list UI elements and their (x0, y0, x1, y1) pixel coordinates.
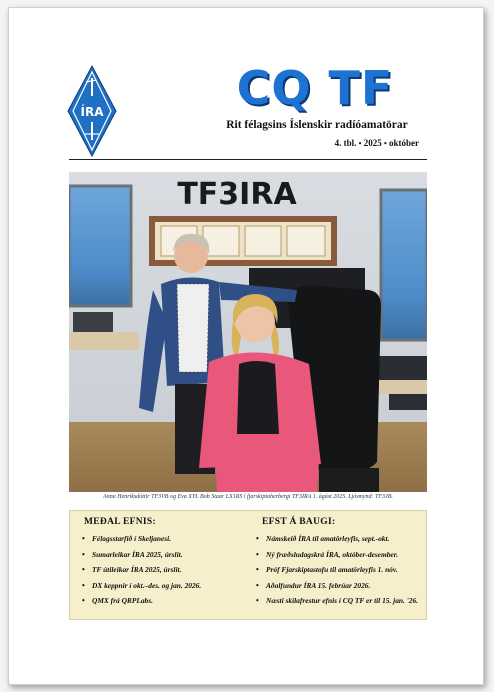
in-this-issue-column (80, 517, 230, 609)
magazine-title: CQ TF (236, 61, 394, 115)
issue-separator: • (383, 139, 387, 148)
logo-letters: ÍRA (80, 105, 104, 119)
list-item: • Ný fræðsludagskrá ÍRA, október-desember. (254, 547, 426, 563)
magazine-subtitle: Rit félagsins Íslenskir radíóamatörar (226, 119, 408, 131)
list-item: • DX keppnir í okt.–des. og jan. 2026. (80, 578, 230, 594)
issue-info (309, 138, 419, 148)
list-item: • Félagsstarfið í Skeljanesi. (80, 531, 230, 547)
in-this-issue-heading: MEÐAL EFNIS: (84, 517, 156, 527)
list-item: • Próf Fjarskiptastofu til amatörleyfis 1. nóv. (254, 562, 426, 578)
issue-number: 4. tbl. (334, 138, 357, 148)
list-item: • Námskeið ÍRA til amatörleyfis, sept.-okt. (254, 531, 426, 547)
list-item: • QMX frá QRPLabs. (80, 593, 230, 609)
list-item: • Sumarleikar ÍRA 2025, úrslit. (80, 547, 230, 563)
list-item: • Næsti skilafrestur efnis í CQ TF er til 15. jan. '26. (254, 593, 426, 609)
photo-caption: Anna Henriksdóttir TF3VB og Eva XYL Bob Staar LX1RS í fjarskiptaherbergi TF3IRA 1. ágúst 2025. Ljósmynd: TF3JB. (103, 494, 393, 500)
cover-photo (69, 172, 427, 492)
ira-logo (66, 64, 118, 158)
top-of-mind-heading: EFST Á BAUGI: (262, 517, 336, 527)
header-rule (69, 159, 427, 160)
top-of-mind-list (254, 531, 426, 609)
issue-year: 2025 (363, 138, 382, 148)
top-of-mind-column (254, 517, 426, 609)
station-sign: TF3IRA (177, 177, 297, 212)
list-item: • Aðalfundur ÍRA 15. febrúar 2026. (254, 578, 426, 594)
magazine-cover (8, 7, 484, 685)
issue-month: október (389, 138, 419, 148)
contents-box (69, 510, 427, 620)
issue-separator: • (358, 139, 362, 148)
in-this-issue-list (80, 531, 230, 609)
list-item: • TF útileikar ÍRA 2025, úrslit. (80, 562, 230, 578)
